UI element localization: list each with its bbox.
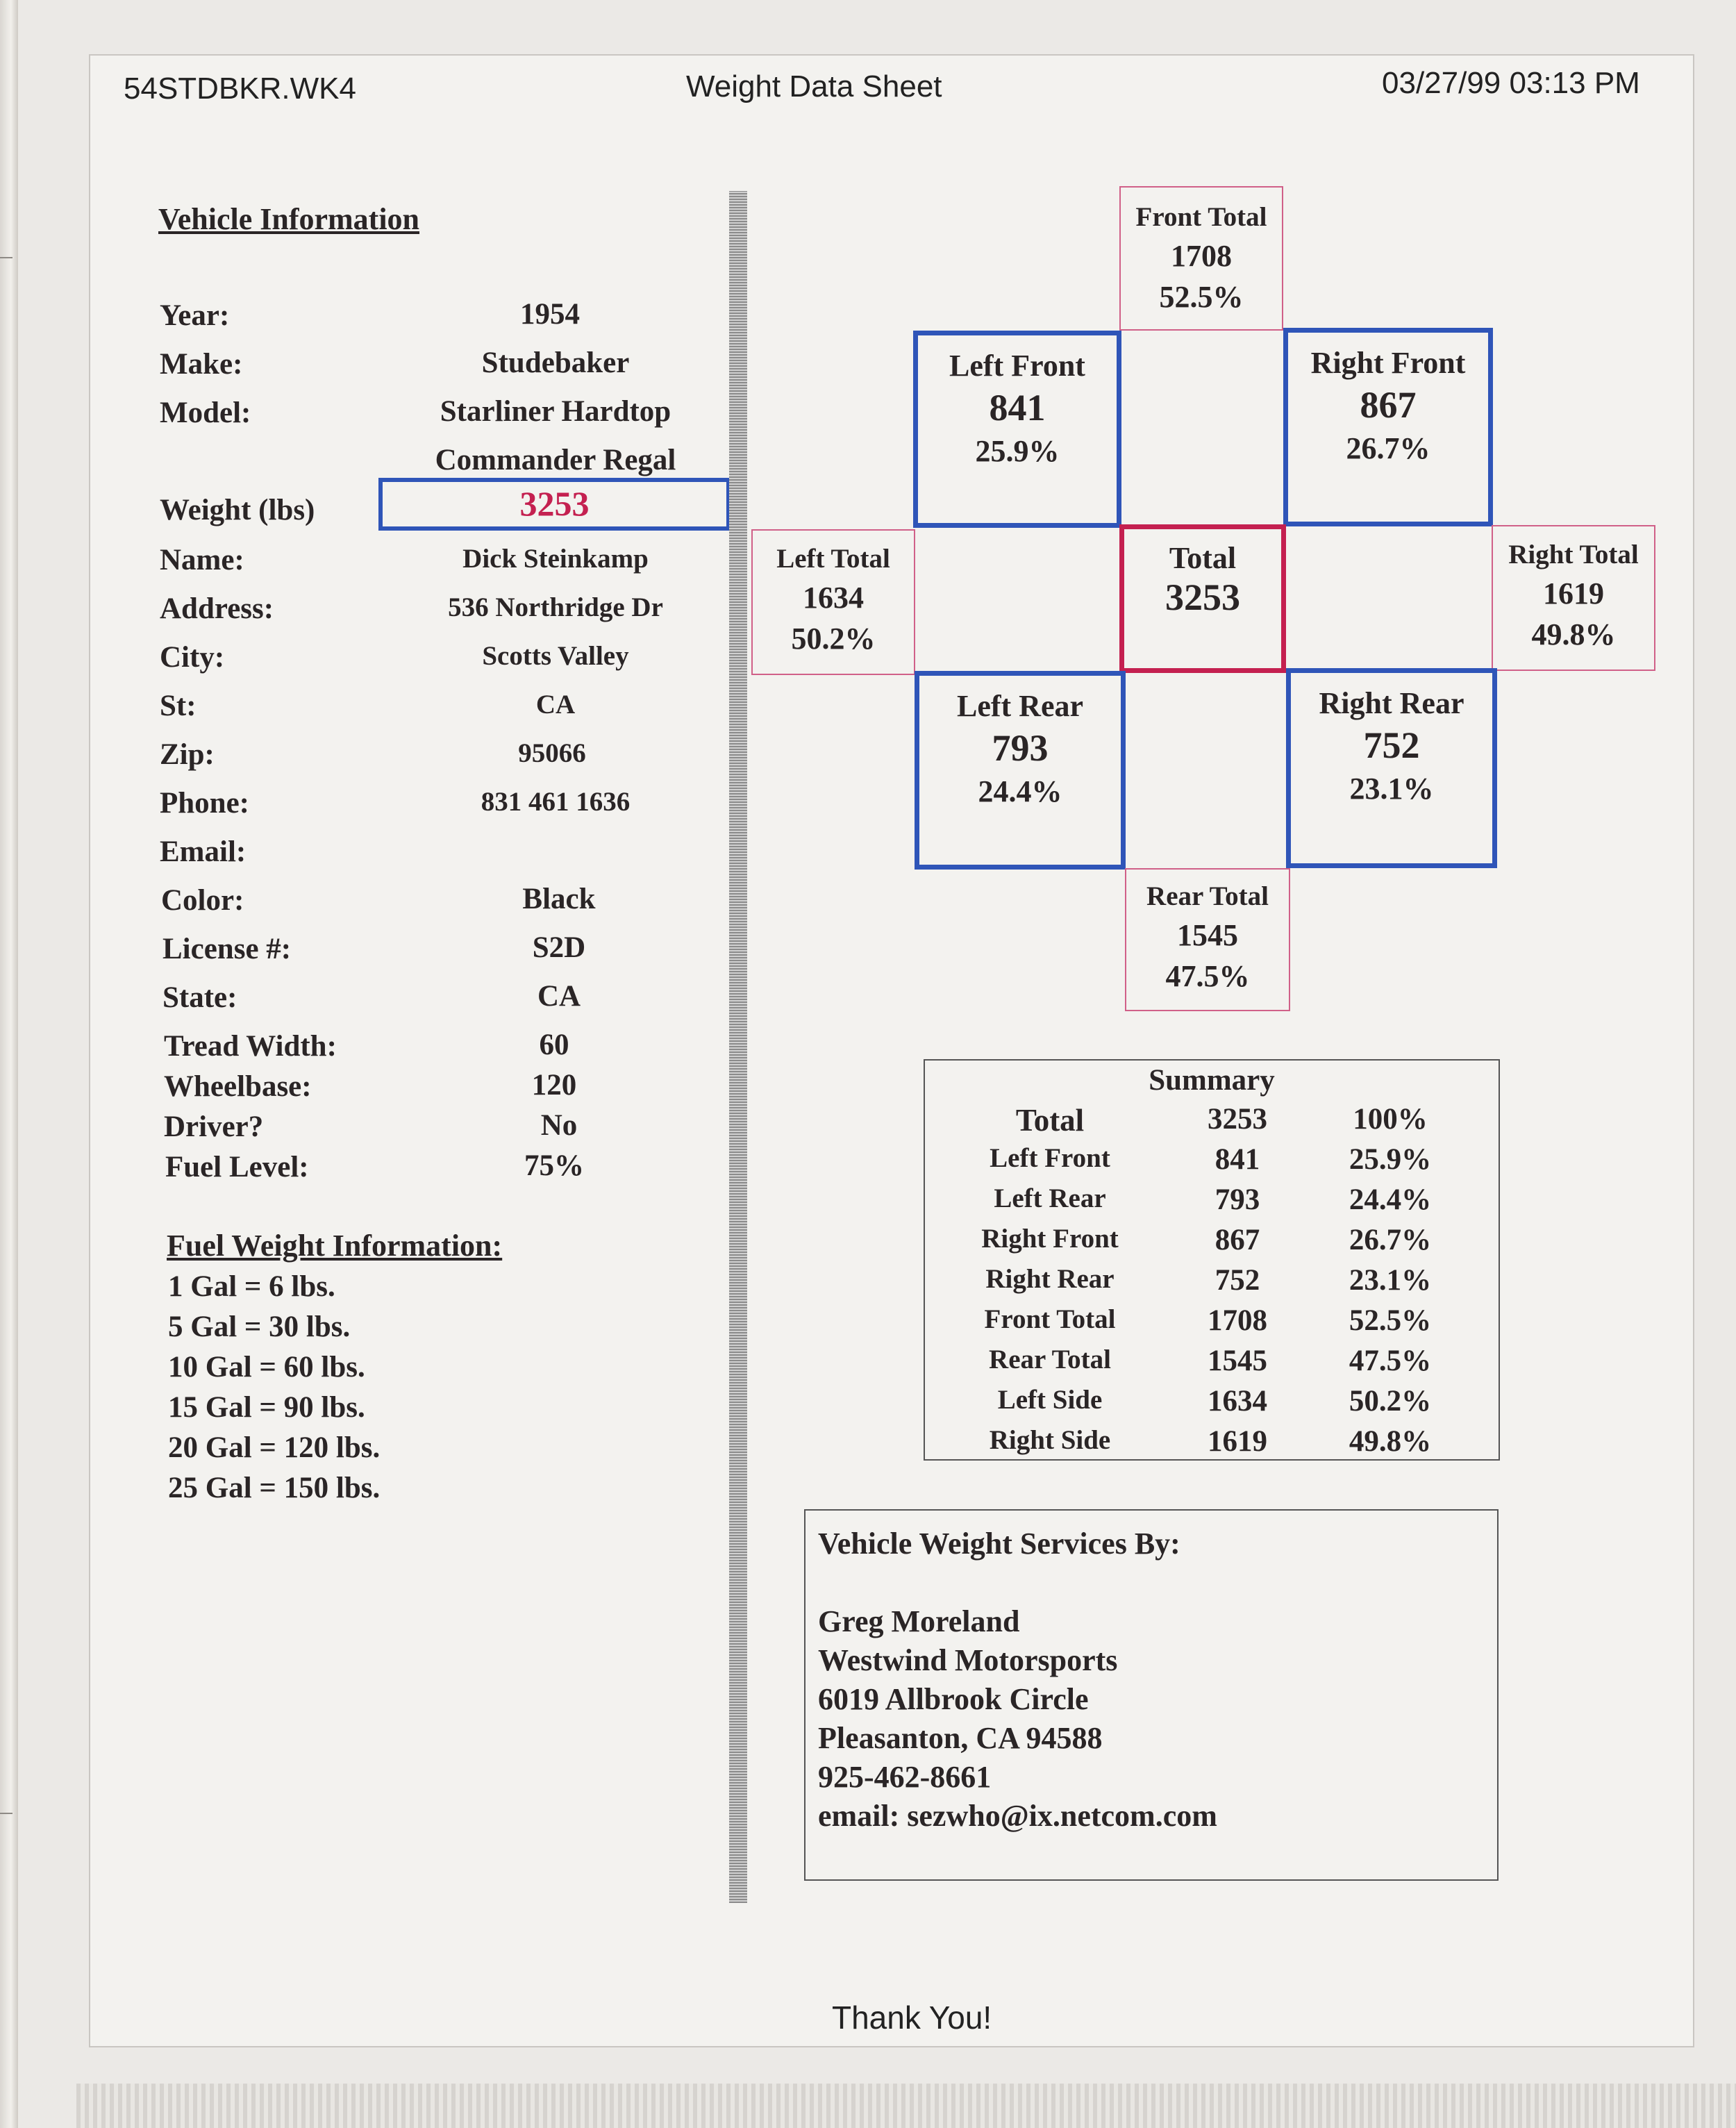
field-label: State: [162,981,237,1014]
row-label: Rear Total [989,1345,1111,1374]
field-value: Black [522,883,596,915]
services-line: Greg Moreland [818,1604,1020,1638]
row-value: 793 [1215,1183,1260,1216]
field-value: S2D [532,931,586,964]
field-value: No [540,1109,578,1142]
right-front-value: 867 [1360,384,1417,426]
row-value: 1634 [1208,1385,1267,1418]
front-total-pct: 52.5% [1159,280,1244,314]
rear-total-box [1125,868,1290,1011]
fuel-line: 15 Gal = 90 lbs. [168,1391,365,1424]
field-value: 1954 [520,298,580,331]
front-total-title: Front Total [1135,202,1267,232]
right-front-box [1283,328,1493,526]
front-total-box [1119,186,1283,331]
row-pct: 47.5% [1349,1345,1432,1377]
left-total-box [751,529,915,675]
services-line: 6019 Allbrook Circle [818,1682,1089,1716]
row-label: Right Front [981,1224,1119,1254]
date-time: 03/27/99 03:13 PM [1382,66,1640,100]
field-label: License #: [162,933,292,965]
field-label: Color: [161,884,244,917]
total-box [1119,524,1286,673]
fuel-line: 1 Gal = 6 lbs. [168,1270,335,1303]
services-box [804,1509,1499,1881]
right-front-pct: 26.7% [1346,431,1430,465]
field-label: Zip: [160,738,215,771]
summary-table [924,1059,1500,1461]
field-value: CA [537,980,581,1013]
row-value: 1619 [1208,1425,1267,1458]
page-title: Weight Data Sheet [686,69,942,103]
total-value: 3253 [1165,576,1240,618]
column-divider [729,191,747,1903]
right-rear-value: 752 [1363,724,1420,766]
vehicle-info-heading: Vehicle Information [158,202,420,236]
left-rear-box [915,671,1126,870]
field-label: St: [160,690,197,722]
binder-ring [0,1813,12,1814]
row-label: Total [1015,1103,1085,1138]
row-pct: 100% [1353,1103,1428,1136]
table-row [925,1304,1499,1344]
table-row [925,1424,1499,1465]
row-label: Left Rear [994,1183,1106,1213]
row-value: 867 [1215,1224,1260,1256]
left-rear-title: Left Rear [956,689,1083,723]
table-row [925,1344,1499,1384]
field-value: Dick Steinkamp [462,544,649,574]
field-label: Driver? [164,1111,264,1143]
row-label: Right Rear [985,1264,1115,1294]
row-pct: 49.8% [1349,1425,1432,1458]
row-value: 752 [1215,1264,1260,1297]
left-total-title: Left Total [776,544,890,574]
field-value: Starliner Hardtop [440,395,671,428]
table-row [925,1102,1499,1142]
row-label: Left Side [997,1385,1103,1415]
front-total-value: 1708 [1171,239,1232,273]
summary-heading: Summary [1149,1064,1275,1097]
row-value: 1708 [1208,1304,1267,1337]
left-rear-value: 793 [992,727,1049,769]
field-label: Fuel Level: [165,1151,309,1183]
field-value: 120 [531,1069,577,1102]
right-rear-pct: 23.1% [1349,772,1434,806]
field-value: Commander Regal [435,444,676,476]
rear-total-pct: 47.5% [1165,959,1250,993]
table-row [925,1183,1499,1223]
right-total-value: 1619 [1543,576,1604,610]
left-front-box [913,331,1121,528]
field-value: 95066 [518,738,586,768]
field-value: 60 [539,1029,569,1061]
total-title: Total [1169,541,1237,575]
field-label: Year: [160,299,230,332]
right-total-pct: 49.8% [1531,617,1616,651]
table-row [925,1142,1499,1183]
services-line: 925-462-8661 [818,1760,992,1794]
row-label: Right Side [989,1425,1111,1455]
fuel-line: 10 Gal = 60 lbs. [168,1351,365,1383]
row-pct: 50.2% [1349,1385,1432,1418]
weight-value-box: 3253 [378,478,731,531]
field-label: Model: [160,397,251,429]
fuel-line: 20 Gal = 120 lbs. [168,1431,381,1464]
binder-ring [0,257,12,258]
field-value: 75% [524,1149,584,1182]
right-front-title: Right Front [1310,346,1466,380]
services-heading: Vehicle Weight Services By: [818,1527,1180,1561]
field-label: Address: [160,592,274,625]
row-pct: 52.5% [1349,1304,1432,1337]
thank-you: Thank You! [832,2000,992,2036]
row-pct: 24.4% [1349,1183,1432,1216]
field-label: City: [160,641,225,674]
file-name: 54STDBKR.WK4 [124,72,356,106]
field-label: Wheelbase: [164,1070,312,1103]
left-front-value: 841 [989,387,1046,429]
field-value: 831 461 1636 [481,787,631,817]
left-front-title: Left Front [949,349,1085,383]
rear-total-value: 1545 [1177,918,1238,952]
right-rear-box [1286,668,1497,868]
field-label: Name: [160,544,244,576]
field-label: Email: [160,836,247,868]
field-value: 536 Northridge Dr [448,592,663,622]
field-label: Make: [160,348,243,381]
right-total-title: Right Total [1508,540,1639,570]
services-line: Pleasanton, CA 94588 [818,1721,1103,1755]
row-value: 1545 [1208,1345,1267,1377]
table-row [925,1263,1499,1304]
page-bottom-strip [76,2084,1736,2128]
row-pct: 25.9% [1349,1143,1432,1176]
fuel-info-heading: Fuel Weight Information: [167,1229,503,1263]
left-front-pct: 25.9% [975,434,1060,468]
right-rear-title: Right Rear [1319,686,1464,720]
field-value: CA [535,690,576,720]
field-label: Weight (lbs) [160,494,315,526]
left-rear-pct: 24.4% [978,774,1062,808]
services-line[interactable]: email: sezwho@ix.netcom.com [818,1799,1217,1833]
right-total-box [1492,525,1655,671]
row-pct: 23.1% [1349,1264,1432,1297]
services-line: Westwind Motorsports [818,1643,1118,1677]
binder-edge [0,0,18,2128]
fuel-line: 25 Gal = 150 lbs. [168,1472,381,1504]
field-value: Scotts Valley [482,641,629,671]
field-label: Phone: [160,787,249,820]
table-row [925,1223,1499,1263]
row-label: Left Front [990,1143,1110,1173]
row-value: 3253 [1208,1103,1267,1136]
table-row [925,1384,1499,1424]
row-pct: 26.7% [1349,1224,1432,1256]
rear-total-title: Rear Total [1146,881,1269,911]
left-total-pct: 50.2% [791,622,876,656]
field-value: Studebaker [481,347,630,379]
left-total-value: 1634 [803,581,864,615]
row-label: Front Total [984,1304,1116,1334]
row-value: 841 [1215,1143,1260,1176]
field-label: Tread Width: [164,1030,337,1063]
fuel-line: 5 Gal = 30 lbs. [168,1311,351,1343]
